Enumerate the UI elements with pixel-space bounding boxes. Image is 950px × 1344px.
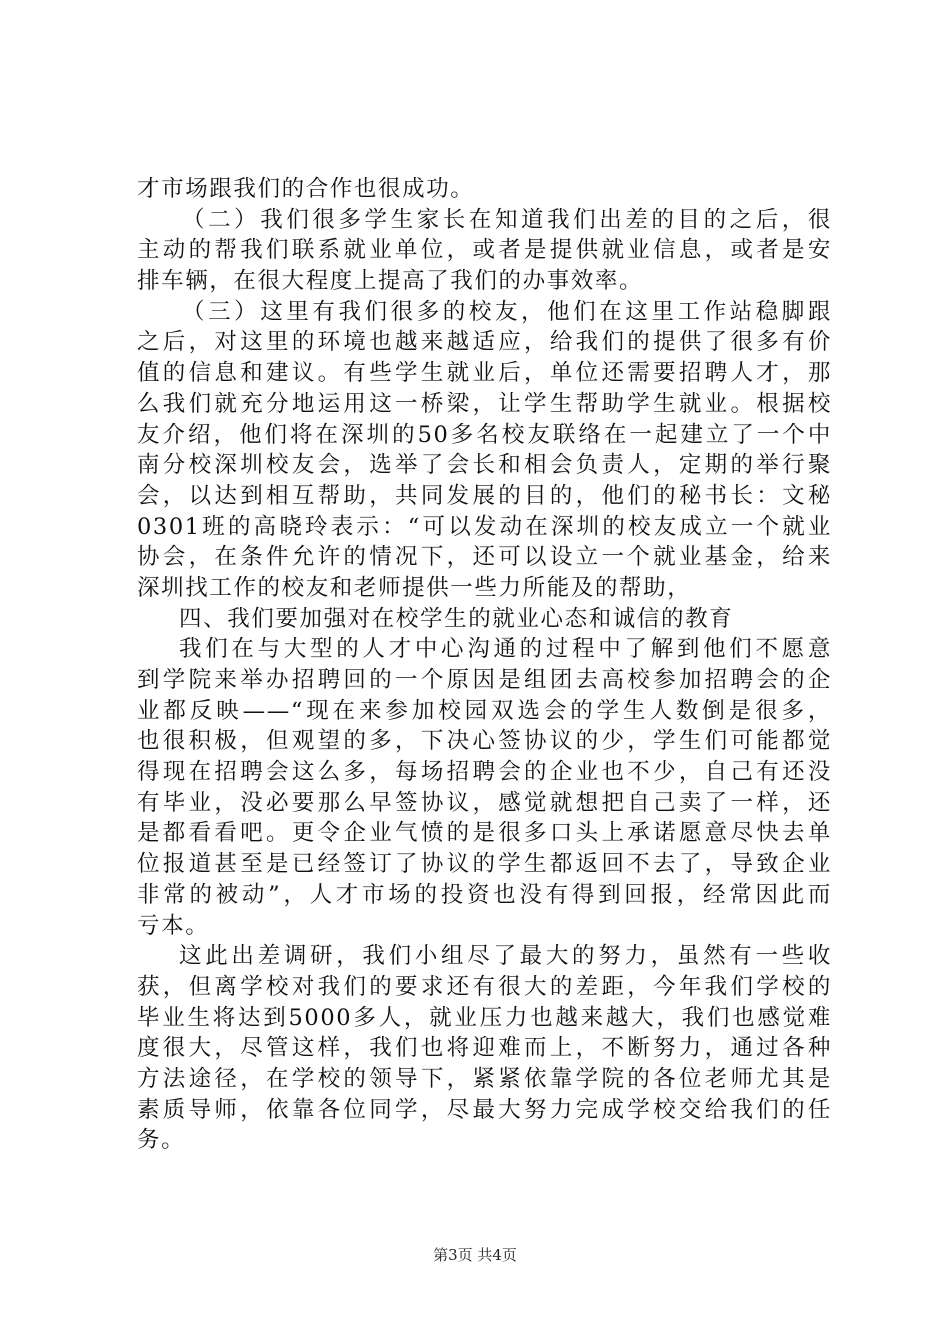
text-line: 有毕业，没必要那么早签协议，感觉就想把自己卖了一样，还 xyxy=(137,789,832,816)
text-line: 四、我们要加强对在校学生的就业心态和诚信的教育 xyxy=(179,605,734,632)
text-line: 亏本。 xyxy=(137,912,210,939)
text-line: 深圳找工作的校友和老师提供一些力所能及的帮助， xyxy=(137,574,692,601)
text-line: 是都看看吧。更令企业气愤的是很多口头上承诺愿意尽快去单 xyxy=(137,820,832,847)
text-line: （三）这里有我们很多的校友，他们在这里工作站稳脚跟 xyxy=(182,298,832,325)
text-line: 才市场跟我们的合作也很成功。 xyxy=(137,176,475,202)
text-line: 会，以达到相互帮助，共同发展的目的，他们的秘书长：文秘 xyxy=(137,482,832,509)
text-line: 0301班的高晓玲表示：“可以发动在深圳的校友成立一个就业 xyxy=(137,513,832,540)
text-line: （二）我们很多学生家长在知道我们出差的目的之后，很 xyxy=(182,206,832,233)
text-line: 值的信息和建议。有些学生就业后，单位还需要招聘人才，那 xyxy=(137,360,832,387)
text-line: 南分校深圳校友会，选举了会长和相会负责人，定期的举行聚 xyxy=(137,452,832,479)
body-text xyxy=(137,174,832,1156)
text-line: 之后，对这里的环境也越来越适应，给我们的提供了很多有价 xyxy=(137,329,832,356)
text-line: 得现在招聘会这么多，每场招聘会的企业也不少，自己有还没 xyxy=(137,759,832,786)
text-line: 获，但离学校对我们的要求还有很大的差距，今年我们学校的 xyxy=(137,973,832,1000)
text-line: 这此出差调研，我们小组尽了最大的努力，虽然有一些收 xyxy=(179,943,832,970)
text-line: 非常的被动”，人才市场的投资也没有得到回报，经常因此而 xyxy=(137,881,832,908)
text-line: 务。 xyxy=(137,1127,186,1154)
text-line: 业都反映——“现在来参加校园双选会的学生人数倒是很多， xyxy=(137,697,832,724)
text-line: 位报道甚至是已经签订了协议的学生都返回不去了，导致企业 xyxy=(137,851,832,878)
text-line: 我们在与大型的人才中心沟通的过程中了解到他们不愿意 xyxy=(179,636,832,663)
text-line: 也很积极，但观望的多，下决心签协议的少，学生们可能都觉 xyxy=(137,728,832,755)
text-line: 么我们就充分地运用这一桥梁，让学生帮助学生就业。根据校 xyxy=(137,390,832,417)
text-line: 方法途径，在学校的领导下，紧紧依靠学院的各位老师尤其是 xyxy=(137,1065,832,1092)
text-line: 度很大，尽管这样，我们也将迎难而上，不断努力，通过各种 xyxy=(137,1035,832,1062)
text-line: 素质导师，依靠各位同学，尽最大努力完成学校交给我们的任 xyxy=(137,1096,832,1123)
text-line: 毕业生将达到5000多人，就业压力也越来越大，我们也感觉难 xyxy=(137,1004,832,1031)
page-footer: 第3页 共4页 xyxy=(433,1246,517,1264)
text-line: 友介绍，他们将在深圳的50多名校友联络在一起建立了一个中 xyxy=(137,421,832,448)
text-line: 排车辆，在很大程度上提高了我们的办事效率。 xyxy=(137,268,644,295)
text-line: 主动的帮我们联系就业单位，或者是提供就业信息，或者是安 xyxy=(137,237,832,264)
text-line: 到学院来举办招聘回的一个原因是组团去高校参加招聘会的企 xyxy=(137,667,832,693)
text-line: 协会，在条件允许的情况下，还可以设立一个就业基金，给来 xyxy=(137,544,832,571)
